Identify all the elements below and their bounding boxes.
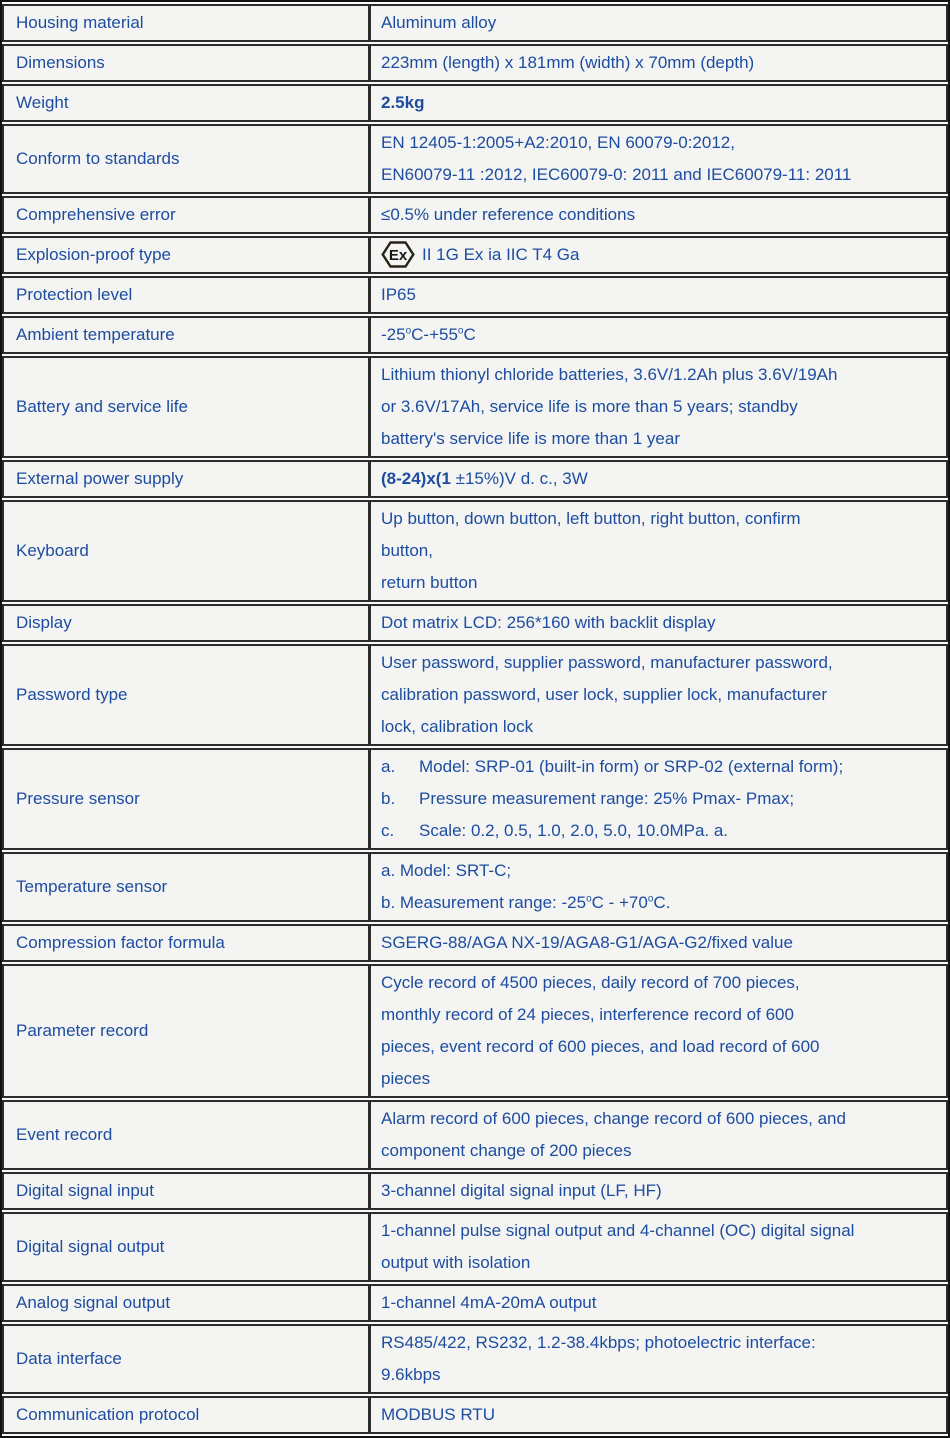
spec-table-body [2,4,948,1434]
spec-label-cell [2,124,369,194]
spec-value-cell [369,1396,948,1434]
table-row [2,84,948,122]
value-line [381,87,938,119]
value-text: -25 [381,325,406,344]
spec-label-cell [2,964,369,1098]
value-line [381,1287,938,1319]
value-text: Aluminum alloy [381,13,497,32]
spec-value-cell [369,1172,948,1210]
value-line [381,679,938,711]
spec-value-cell [369,124,948,194]
spec-label-cell [2,84,369,122]
spec-value-cell [369,276,948,314]
table-row [2,1172,948,1210]
value-line [381,1215,938,1247]
value-line [381,359,938,391]
spec-value-cell [369,748,948,850]
spec-label-cell [2,924,369,962]
spec-label-cell [2,316,369,354]
spec-value-cell [369,644,948,746]
value-text: o [405,325,412,337]
table-row [2,4,948,42]
spec-label: Dimensions [16,53,105,72]
spec-label: External power supply [16,469,184,488]
spec-label-cell [2,4,369,42]
spec-label: Data interface [16,1349,122,1368]
value-text: 3-channel digital signal input (LF, HF) [381,1181,662,1200]
value-line [381,815,938,847]
list-marker: c. [381,821,395,840]
value-line [381,1031,938,1063]
spec-value-cell [369,4,948,42]
list-marker: b. [381,789,396,808]
value-text: return button [381,573,478,592]
table-row [2,124,948,194]
spec-label-cell [2,1172,369,1210]
svg-text:Ex: Ex [388,246,408,264]
value-text: Pressure measurement range: 25% Pmax- Pmax; [419,789,795,808]
spec-label: Conform to standards [16,149,180,168]
spec-label-cell [2,44,369,82]
ex-hexagon-icon [381,241,415,268]
value-text: Model: SRP-01 (built-in form) or SRP-02 (external form); [419,757,844,776]
spec-label: Ambient temperature [16,325,175,344]
spec-label: Digital signal input [16,1181,154,1200]
value-line [381,1247,938,1279]
value-text: monthly record of 24 pieces, interference record of 600 [381,1005,794,1024]
value-line [381,887,938,919]
value-text: (8-24)x(1 [381,469,451,488]
spec-value-cell [369,852,948,922]
table-row [2,1212,948,1282]
value-line [381,1359,938,1391]
spec-value-cell [369,924,948,962]
table-row [2,1396,948,1434]
value-text: lock, calibration lock [381,717,534,736]
value-line [381,319,938,351]
list-marker: a. [381,757,396,776]
value-text: MODBUS RTU [381,1405,495,1424]
table-row [2,1100,948,1170]
table-row [2,500,948,602]
spec-label: Pressure sensor [16,789,140,808]
value-line [381,967,938,999]
value-text: Cycle record of 4500 pieces, daily record of 700 pieces, [381,973,800,992]
value-text: EN60079-11 :2012, IEC60079-0: 2011 and IEC60079-11: 2011 [381,165,852,184]
value-text: C - +70 [591,893,648,912]
value-text: Up button, down button, left button, right button, confirm [381,509,801,528]
spec-label: Analog signal output [16,1293,171,1312]
spec-label-cell [2,500,369,602]
value-text: 223mm (length) x 181mm (width) x 70mm (depth) [381,53,755,72]
spec-value-cell [369,196,948,234]
value-line [381,503,938,535]
table-row [2,460,948,498]
spec-value-cell [369,500,948,602]
spec-value-cell [369,316,948,354]
value-line [381,391,938,423]
value-line [381,199,938,231]
spec-value-cell [369,1212,948,1282]
spec-value-cell [369,1284,948,1322]
value-line [381,423,938,455]
value-line [381,567,938,599]
spec-value-cell [369,604,948,642]
spec-label-cell [2,1396,369,1434]
value-text: IP65 [381,285,416,304]
table-row [2,236,948,274]
value-line [381,999,938,1031]
table-row [2,44,948,82]
value-text: button, [381,541,433,560]
value-text: or 3.6V/17Ah, service life is more than 5 years; standby [381,397,798,416]
spec-label-cell [2,644,369,746]
value-line [381,1135,938,1167]
spec-value-cell [369,964,948,1098]
table-row [2,644,948,746]
spec-label-cell [2,748,369,850]
spec-label-cell [2,356,369,458]
spec-label-cell [2,1212,369,1282]
value-text: 9.6kbps [381,1365,441,1384]
value-line [381,1175,938,1207]
spec-label: Display [16,613,72,632]
spec-label: Temperature sensor [16,877,168,896]
value-text: calibration password, user lock, supplier lock, manufacturer [381,685,827,704]
spec-label: Explosion-proof type [16,245,171,264]
value-line [381,159,938,191]
value-text: C-+55 [411,325,458,344]
spec-label-cell [2,276,369,314]
spec-value-cell [369,356,948,458]
value-line [381,711,938,743]
value-text: battery's service life is more than 1 year [381,429,680,448]
value-line [381,279,938,311]
table-row [2,316,948,354]
value-text: Scale: 0.2, 0.5, 1.0, 2.0, 5.0, 10.0MPa. a. [419,821,729,840]
spec-label: Communication protocol [16,1405,200,1424]
value-text: pieces, event record of 600 pieces, and load record of 600 [381,1037,820,1056]
spec-label: Battery and service life [16,397,188,416]
value-text: Dot matrix LCD: 256*160 with backlit display [381,613,716,632]
value-text: SGERG-88/AGA NX-19/AGA8-G1/AGA-G2/fixed value [381,933,793,952]
spec-label: Weight [16,93,69,112]
spec-value-cell [369,1324,948,1394]
value-line [381,7,938,39]
table-row [2,852,948,922]
value-line [381,607,938,639]
table-row [2,1324,948,1394]
spec-label: Comprehensive error [16,205,176,224]
spec-label: Digital signal output [16,1237,165,1256]
value-line [381,647,938,679]
spec-label: Event record [16,1125,113,1144]
spec-label-cell [2,460,369,498]
value-line [381,47,938,79]
value-text: C. [653,893,671,912]
value-line [381,751,938,783]
value-text: 1-channel pulse signal output and 4-channel (OC) digital signal [381,1221,855,1240]
value-text: ±15%)V d. c., 3W [450,469,588,488]
value-line [381,239,938,271]
spec-label: Protection level [16,285,133,304]
value-line [381,127,938,159]
spec-label-cell [2,852,369,922]
value-text: RS485/422, RS232, 1.2-38.4kbps; photoelectric interface: [381,1333,816,1352]
table-row [2,924,948,962]
value-line [381,1399,938,1431]
table-row [2,1284,948,1322]
table-row [2,748,948,850]
value-text: o [586,893,592,905]
value-line [381,1103,938,1135]
spec-label-cell [2,1284,369,1322]
spec-label: Parameter record [16,1021,149,1040]
value-text: Lithium thionyl chloride batteries, 3.6V/1.2Ah plus 3.6V/19Ah [381,365,838,384]
value-text: component change of 200 pieces [381,1141,632,1160]
value-text: ≤0.5% under reference conditions [381,205,636,224]
table-row [2,196,948,234]
value-text: pieces [381,1069,431,1088]
spec-value-cell [369,44,948,82]
spec-label: Compression factor formula [16,933,225,952]
value-text: o [457,325,464,337]
spec-value-cell [369,236,948,274]
value-line [381,855,938,887]
spec-label: Password type [16,685,128,704]
value-text: II 1G Ex ia IIC T4 Ga [422,245,580,264]
value-text: 2.5kg [381,93,425,112]
value-text: output with isolation [381,1253,531,1272]
table-row [2,356,948,458]
table-row [2,964,948,1098]
spec-value-cell [369,84,948,122]
spec-label-cell [2,604,369,642]
value-text: o [647,893,654,905]
table-row [2,604,948,642]
value-text: User password, supplier password, manufacturer password, [381,653,833,672]
value-text: 1-channel 4mA-20mA output [381,1293,597,1312]
spec-value-cell [369,460,948,498]
value-text: C [463,325,476,344]
spec-label-cell [2,196,369,234]
spec-label: Housing material [16,13,144,32]
value-line [381,783,938,815]
value-text: a. Model: SRT-C; [381,861,512,880]
spec-label-cell [2,236,369,274]
value-text: b. Measurement range: -25 [381,893,587,912]
spec-label: Keyboard [16,541,89,560]
value-line [381,927,938,959]
value-line [381,463,938,495]
value-line [381,1327,938,1359]
spec-label-cell [2,1100,369,1170]
value-line [381,535,938,567]
spec-label-cell [2,1324,369,1394]
value-text: Alarm record of 600 pieces, change record of 600 pieces, and [381,1109,846,1128]
value-text: EN 12405-1:2005+A2:2010, EN 60079-0:2012, [381,133,735,152]
table-row [2,276,948,314]
spec-value-cell [369,1100,948,1170]
value-line [381,1063,938,1095]
